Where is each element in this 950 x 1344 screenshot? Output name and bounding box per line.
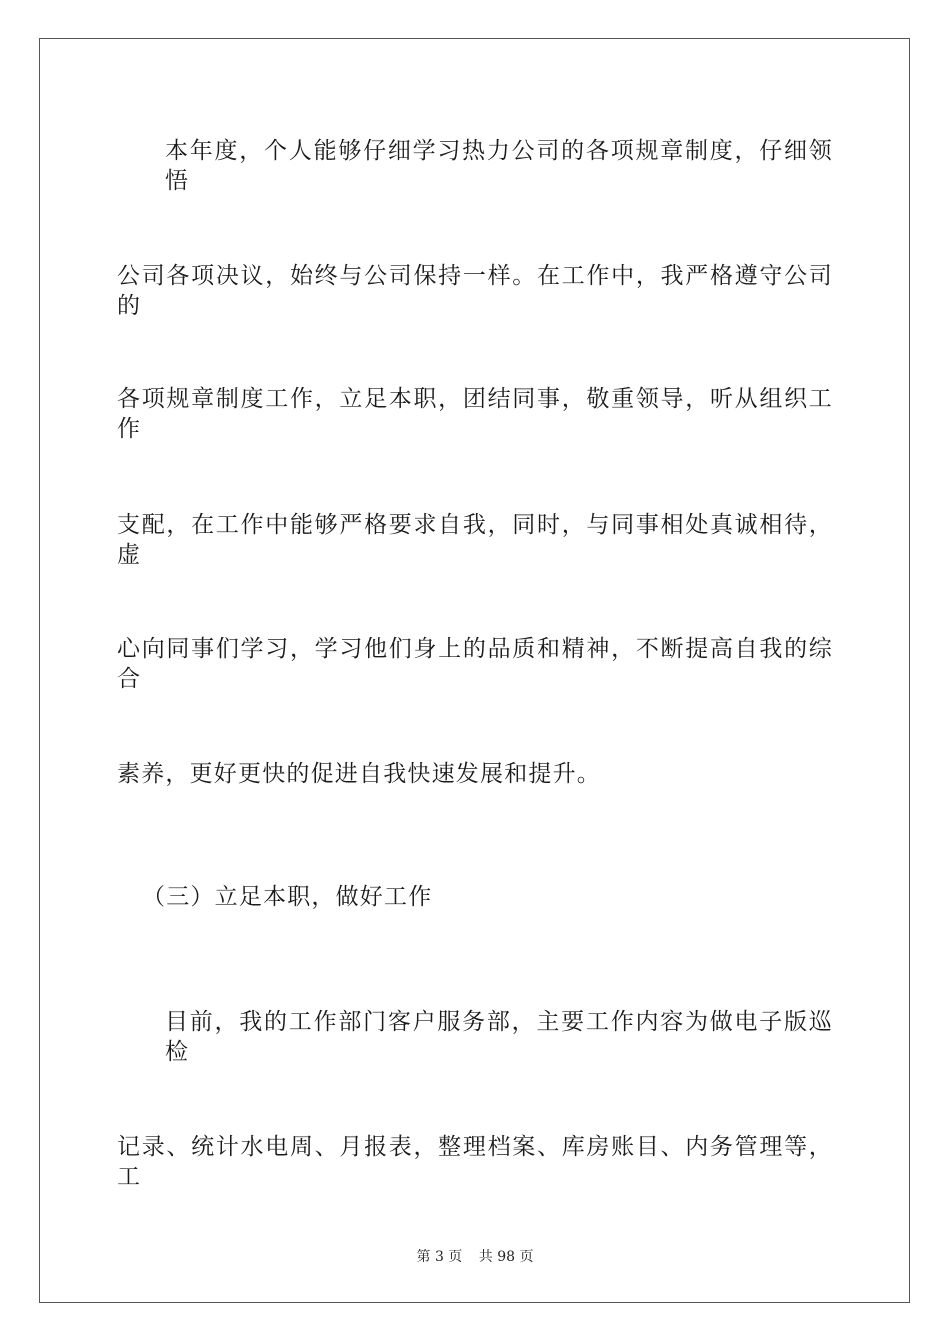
paragraph-line-5: 心向同事们学习，学习他们身上的品质和精神，不断提高自我的综合 [117,636,833,692]
paragraph-line-3: 各项规章制度工作，立足本职，团结同事，敬重领导，听从组织工作 [117,386,833,442]
paragraph-line-2: 公司各项决议，始终与公司保持一样。在工作中，我严格遵守公司的 [117,263,833,319]
paragraph-line-6: 素养，更好更快的促进自我快速发展和提升。 [117,761,601,787]
section-heading: （三）立足本职，做好工作 [142,884,433,910]
paragraph-line-7: 目前，我的工作部门客户服务部，主要工作内容为做电子版巡检 [165,1009,833,1065]
total-pages: 共 98 页 [478,1249,534,1265]
page-footer [0,1248,950,1266]
paragraph-line-8: 记录、统计水电周、月报表，整理档案、库房账目、内务管理等，工 [117,1134,833,1190]
paragraph-line-4: 支配，在工作中能够严格要求自我，同时，与同事相处真诚相待，虚 [117,512,833,568]
page-number: 第 3 页 [416,1249,463,1265]
paragraph-line-1: 本年度，个人能够仔细学习热力公司的各项规章制度，仔细领悟 [165,138,833,194]
